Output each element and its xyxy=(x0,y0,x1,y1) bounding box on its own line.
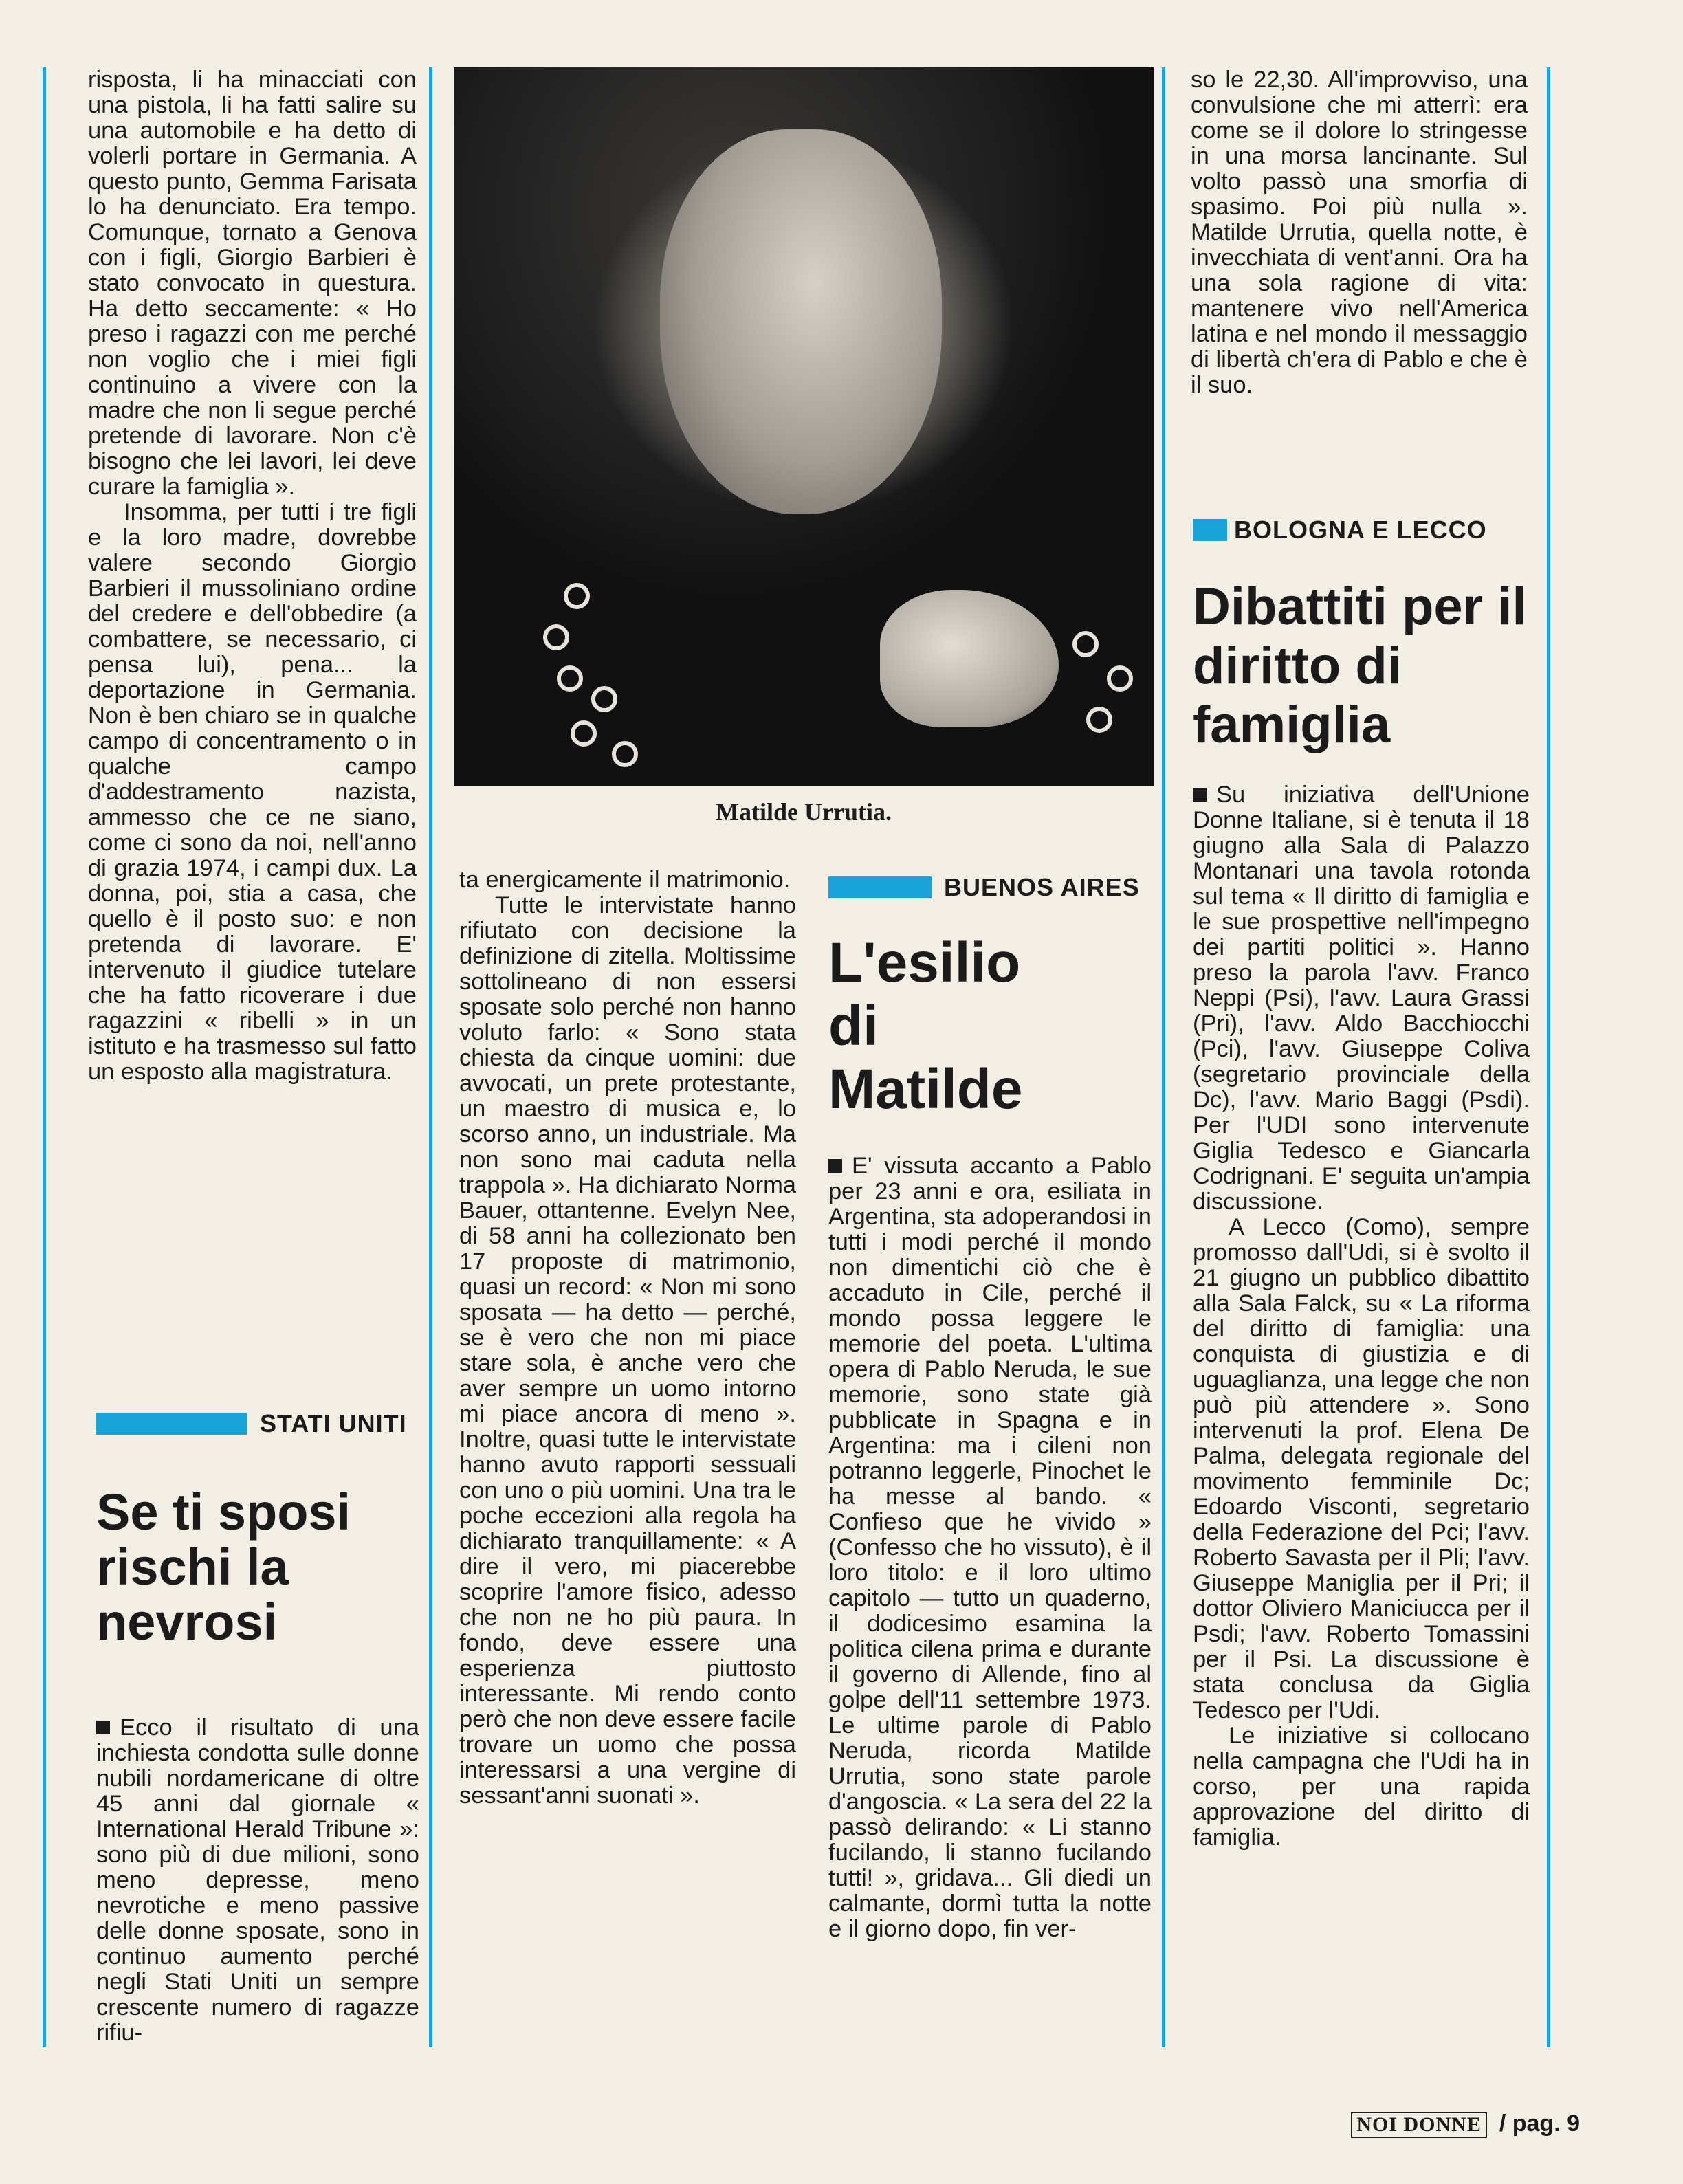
paragraph: A Lecco (Como), sempre promosso dall'Udi, si è svolto il 21 giugno un pubblico dibattito alla Sala Falck, su « La riforma del diritto di famiglia: una conquista di giustizia e di uguaglianza, una legge che non può più attendere ». Sono intervenuti la prof. Elena De Palma, delegata regionale del movimento femminile Dc; Edoardo Visconti, segretario della Federazione del Pci; l'avv. Roberto Savasta per il Pli; l'avv. Giuseppe Maniglia per il Pri; il dottor Oliviero Maniciucca per il Psdi; l'avv. Roberto Tomassini per il Psi. La discussione è stata conclusa da Giglia Tedesco per l'Udi. xyxy=(1193,1214,1530,1723)
paragraph: Su iniziativa dell'Unione Donne Italiane, si è tenuta il 18 giugno alla Sala di Palazzo Montanari una tavola rotonda sul tema « Il diritto di famiglia e le sue prospettive nell'impegno dei partiti politici ». Hanno preso la parola l'avv. Franco Neppi (Psi), l'avv. Laura Grassi (Pri), l'avv. Aldo Bacchiocchi (Pci), l'avv. Giuseppe Coliva (segretario provinciale della Dc), l'avv. Mario Baggi (Psdi). Per l'UDI sono intervenute Giglia Tedesco e Giancarla Codrignani. E' seguita un'ampia discussione. xyxy=(1193,782,1530,1215)
paragraph: risposta, li ha minacciati con una pistola, li ha fatti salire su una automobile e ha detto di volerli portare in Germania. A questo punto, Gemma Farisata lo ha denunciato. Era tempo. Comunque, tornato a Genova con i figli, Giorgio Barbieri è stato convocato in questura. Ha detto seccamente: « Ho preso i ragazzi con me perché non voglio che i miei figli continuino a vivere con la madre che non li segue perché pretende di lavorare. Non c'è bisogno che lei lavori, lei deve curare la famiglia ». xyxy=(88,67,417,500)
section-kicker-buenos-aires xyxy=(828,873,1140,902)
paragraph: so le 22,30. All'improvviso, una convulsione che mi atterrì: era come se il dolore lo stringesse in una morsa lancinante. Sul volto passò una smorfia di spasimo. Poi più nulla ». Matilde Urrutia, quella notte, è invecchiata di vent'anni. Ora ha una sola ragione di vita: mantenere vivo nell'America latina e nel mondo il messaggio di libertà ch'era di Pablo e che è il suo. xyxy=(1191,67,1528,398)
column-1-text xyxy=(88,67,417,1085)
kicker-bar xyxy=(1193,519,1227,541)
portrait-photo xyxy=(454,67,1154,786)
column-2-text xyxy=(459,868,796,1809)
bullet-square xyxy=(96,1721,110,1734)
headline-stati-uniti: Se ti sposi rischi la nevrosi xyxy=(96,1483,351,1651)
section-kicker-stati-uniti xyxy=(96,1409,407,1438)
kicker-label: BUENOS AIRES xyxy=(944,873,1140,901)
magazine-logo: NOI DONNE xyxy=(1351,2112,1487,2138)
paragraph: Tutte le intervistate hanno rifiutato con decisione la definizione di zitella. Moltissime sottolineano di non essersi sposate solo perché non hanno voluto farlo: « Sono stata chiesta da cinque uomini: due avvocati, un prete protestante, un maestro di musica e, lo scorso anno, un industriale. Ma non sono mai caduta nella trappola ». Ha dichiarato Norma Bauer, ottantenne. Evelyn Nee, di 58 anni ha collezionato ben 17 proposte di matrimonio, quasi un record: « Non mi sono sposata — ha detto — perché, se è vero che non mi piace stare sola, è anche vero che aver sempre un uomo intorno mi piace ancora di meno ». Inoltre, quasi tutte le intervistate hanno avuto rapporti sessuali con uno o più uomini. Una tra le poche eccezioni alla regola ha dichiarato tranquillamente: « A dire il vero, mi piacerebbe scoprire l'amore fisico, adesso che non ne ho più paura. In fondo, deve essere una esperienza piuttosto interessante. Mi rendo conto però che non deve essere facile trovare un uomo che possa interessarsi a una vergine di sessant'anni suonati ». xyxy=(459,892,796,1809)
bullet-square xyxy=(828,1159,842,1173)
paragraph: ta energicamente il matrimonio. xyxy=(459,867,791,893)
page-footer xyxy=(1351,2110,1580,2138)
kicker-label: BOLOGNA E LECCO xyxy=(1234,516,1487,544)
stati-uniti-body xyxy=(96,1715,419,2046)
photo-hand xyxy=(880,590,1059,727)
photo-caption: Matilde Urrutia. xyxy=(716,798,892,826)
paragraph: Ecco il risultato di una inchiesta condotta sulle donne nubili nordamericane di oltre 45 anni dal giornale « International Herald Tribune »: sono più di due milioni, sono meno depresse, meno nevrotiche e meno passive delle donne sposate, sono in continuo aumento perché negli Stati Uniti un sempre crescente numero di ragazze rifiu- xyxy=(96,1714,419,2046)
paragraph: Le iniziative si collocano nella campagna che l'Udi ha in corso, per una rapida approvazione del diritto di famiglia. xyxy=(1193,1723,1530,1851)
paragraph: E' vissuta accanto a Pablo per 23 anni e ora, esiliata in Argentina, sta adoperandosi in tutti i modi perché il mondo non dimentichi ciò che è accaduto in Cile, perché il mondo possa leggere le memorie del poeta. L'ultima opera di Pablo Neruda, le sue memorie, sono state già pubblicate in Spagna e in Argentina: ma i cileni non potranno leggerle, Pinochet le ha messe al bando. « Confieso que he vivido » (Confesso che ho vissuto), è il loro titolo: e il loro ultimo capitolo — tutto un quaderno, il dodicesimo esamina la politica cilena prima e durante il governo di Allende, fino al golpe dell'11 settembre 1973. Le ultime parole di Pablo Neruda, ricorda Matilde Urrutia, sono state parole d'angoscia. « La sera del 22 la passò delirando: « Li stanno fucilando, li stanno fucilando tutti! », gridava... Gli diedi un calmante, dormì tutta la notte e il giorno dopo, fin ver- xyxy=(828,1153,1152,1942)
column-rule xyxy=(429,67,432,2047)
buenos-aires-body xyxy=(828,1154,1152,1942)
photo-face xyxy=(660,129,942,514)
kicker-bar xyxy=(96,1413,248,1435)
headline-bologna: Dibattiti per il diritto di famiglia xyxy=(1193,577,1527,754)
bullet-square xyxy=(1193,788,1207,802)
kicker-label: STATI UNITI xyxy=(260,1409,407,1437)
column-rule xyxy=(43,67,46,2047)
page-number: / pag. 9 xyxy=(1499,2110,1580,2137)
bologna-body xyxy=(1193,782,1530,1851)
column-rule xyxy=(1547,67,1550,2047)
kicker-bar xyxy=(828,876,932,898)
headline-buenos-aires: L'esilio di Matilde xyxy=(828,931,1023,1121)
column-4-text xyxy=(1191,67,1528,398)
section-kicker-bologna xyxy=(1193,516,1487,544)
paragraph: Insomma, per tutti i tre figli e la loro madre, dovrebbe valere secondo Giorgio Barbieri il mussoliniano ordine del credere e dell'obbedire (a combattere, se necessario, ci pensa lui), pena... la deportazione in Germania. Non è ben chiaro se in qualche campo di concentramento o in qualche campo d'addestramento nazista, ammesso che ce ne siano, come ci sono da noi, nell'anno di grazia 1974, i campi dux. La donna, poi, stia a casa, che quello è il posto suo: e non pretenda di lavorare. E' intervenuto il giudice tutelare che ha fatto ricoverare i due ragazzini « ribelli » in un istituto e ha trasmesso sul fatto un esposto alla magistratura. xyxy=(88,499,417,1085)
column-rule xyxy=(1162,67,1165,2047)
